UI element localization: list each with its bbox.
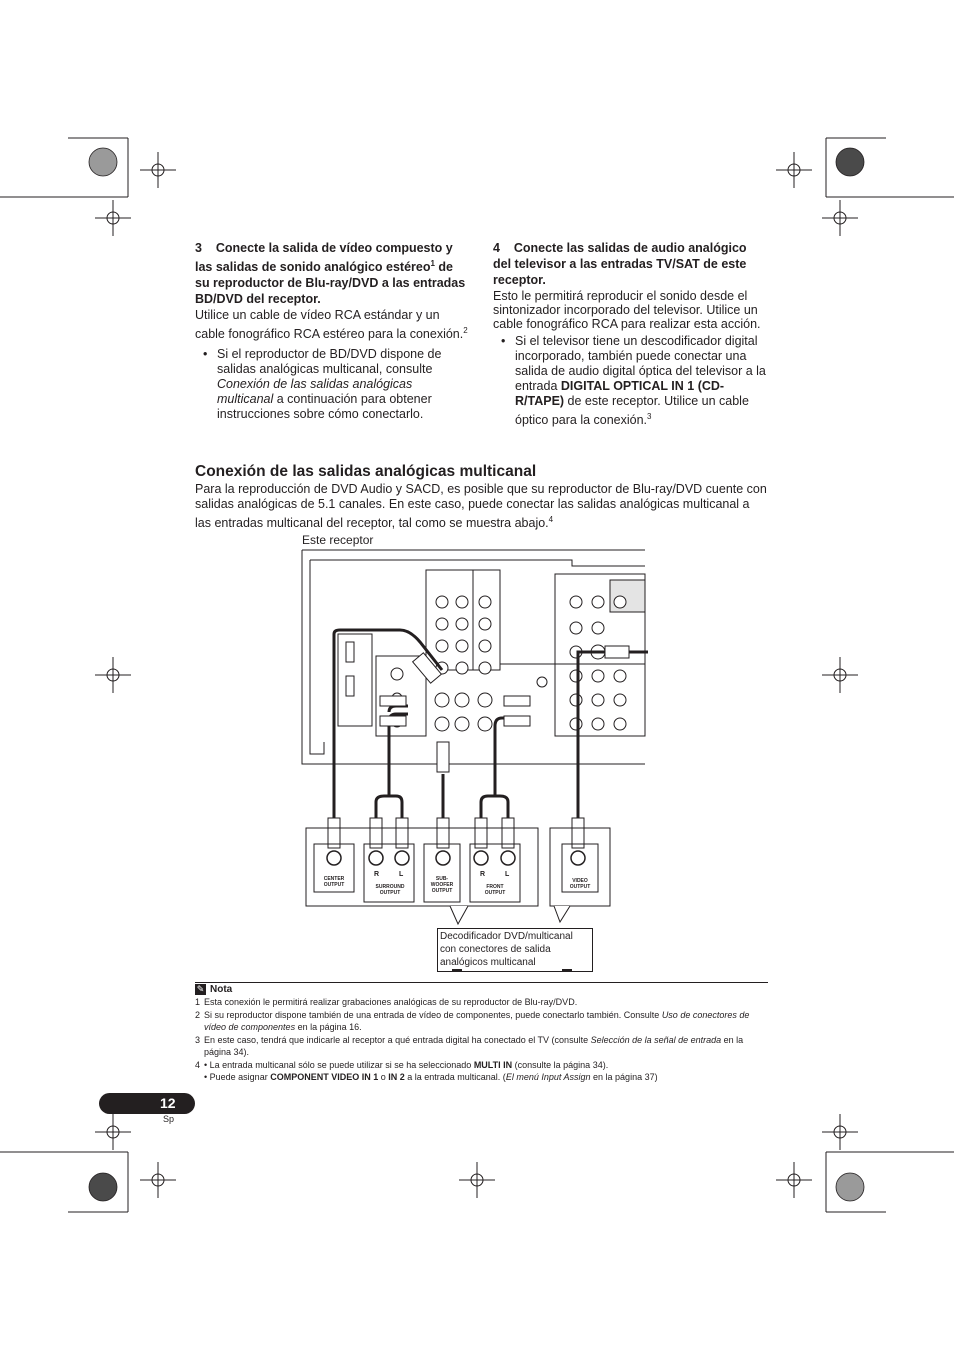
step4-block xyxy=(493,240,768,428)
note-4b-link: El menú Input Assign xyxy=(505,1072,591,1082)
step4-bullet-text-2: de este receptor. Utilice un cable óptico para la conexión. xyxy=(515,394,749,428)
note-2-number: 2 xyxy=(195,1010,201,1020)
note-3-number: 3 xyxy=(195,1035,201,1045)
note-3-text-a: En este caso, tendrá que indicarle al receptor a qué entrada digital ha conectado el TV (consulte xyxy=(204,1035,591,1045)
step3-number: 3 xyxy=(195,241,202,255)
step3-bullet-link: Conexión de las salidas analógicas multicanal xyxy=(217,377,413,407)
section-body-text: Para la reproducción de DVD Audio y SACD, es posible que su reproductor de Blu-ray/DVD cuente con salidas analógicas de 5.1 canales. En este caso, puede conectar las salidas analógicas multicanal a las entradas multicanal del receptor, tal como se muestra abajo. xyxy=(195,482,767,531)
step4-body: Esto le permitirá reproducir el sonido desde el sintonizador incorporado del televisor. Utilice un cable fonográfico RCA para realizar esta acción. xyxy=(493,289,761,331)
video-label: VIDEO xyxy=(572,878,588,884)
step4-bullet-text: Si el televisor tiene un descodificador digital incorporado, también puede conectar una salida de audio digital óptica del televisor a la entrada xyxy=(515,334,766,393)
note-4a-text-a: • La entrada multicanal sólo se puede utilizar si se ha seleccionado xyxy=(204,1060,474,1070)
section-body xyxy=(195,482,767,531)
note-4 xyxy=(195,1059,768,1083)
note-2-link: Uso de conectores de vídeo de componentes xyxy=(204,1010,750,1032)
step3-heading xyxy=(195,240,470,307)
center-output-text: OUTPUT xyxy=(323,882,345,888)
sub-label: SUB- xyxy=(435,876,449,882)
note-pencil-icon: ✎ xyxy=(196,984,205,994)
note-2-text-b: en la página 16. xyxy=(295,1022,362,1032)
front-l-label: L xyxy=(505,871,510,878)
surround-label: SURROUND xyxy=(375,884,405,890)
footnote-ref-1: 1 xyxy=(430,259,435,268)
subwoofer-output-label xyxy=(425,876,459,894)
note-1-text: Esta conexión le permitirá realizar grabaciones analógicas de su reproductor de Blu-ray/DVD. xyxy=(204,997,578,1007)
step3-heading-text: Conecte la salida de vídeo compuesto y las salidas de sonido analógico estéreo xyxy=(195,241,453,275)
connection-diagram xyxy=(300,546,648,926)
page-number: 12 xyxy=(160,1095,176,1111)
page-language: Sp xyxy=(163,1114,175,1124)
notes-rule xyxy=(195,982,768,983)
receiver-label: Este receptor xyxy=(302,533,374,547)
step3-body xyxy=(195,308,470,342)
note-4b-text-mid: o xyxy=(378,1072,389,1082)
decoder-jacks xyxy=(327,851,585,865)
step3-heading-text-2: de su reproductor de Blu-ray/DVD a las entradas BD/DVD del receptor. xyxy=(195,260,466,307)
cable-plugs xyxy=(328,646,629,848)
video-output-text: OUTPUT xyxy=(569,884,591,890)
notes-header xyxy=(195,984,232,995)
step3-bullet-text-2: a continuación para obtener instrucciones sobre cómo conectarlo. xyxy=(217,392,432,422)
note-1-number: 1 xyxy=(195,997,201,1007)
page-number-tab xyxy=(99,1093,195,1114)
footnote-ref-4: 4 xyxy=(548,515,554,524)
front-label: FRONT xyxy=(486,884,504,890)
note-2 xyxy=(195,1009,768,1033)
note-4-number: 4 xyxy=(195,1060,201,1070)
note-4b-bold-1: COMPONENT VIDEO IN 1 xyxy=(270,1072,379,1082)
surround-l-label: L xyxy=(399,871,404,878)
note-4b-bold-2: IN 2 xyxy=(388,1072,405,1082)
step4-bullet-bold: DIGITAL OPTICAL IN 1 (CD-R/TAPE) xyxy=(515,379,725,408)
note-4b-text-a: • Puede asignar xyxy=(204,1072,271,1082)
step3-bullet xyxy=(195,347,470,422)
note-3-text-b: en la página 34). xyxy=(204,1035,744,1057)
step4-bullet xyxy=(493,334,768,428)
notes-title: Nota xyxy=(210,984,233,995)
surround-r-label: R xyxy=(374,871,380,878)
footnote-ref-3: 3 xyxy=(647,412,652,421)
note-4b-text xyxy=(195,1071,768,1083)
note-4b-text-b: a la entrada multicanal. ( xyxy=(404,1072,506,1082)
notes-list xyxy=(195,996,768,1083)
center-output-label xyxy=(316,876,352,888)
footnote-ref-2: 2 xyxy=(463,326,468,336)
step3-body-text: Utilice un cable de vídeo RCA estándar y un cable fonográfico RCA estéreo para la conexión. xyxy=(195,308,464,342)
decoder-caption-text: Decodificador DVD/multicanal con conectores de salida analógicos multicanal xyxy=(440,931,573,968)
note-4a-text xyxy=(195,1059,768,1071)
note-4a-bold: MULTI IN xyxy=(473,1060,513,1070)
section-title: Conexión de las salidas analógicas multicanal xyxy=(195,463,537,480)
surround-output-label xyxy=(366,884,414,896)
video-output-label xyxy=(562,878,598,890)
step4-heading-text: Conecte las salidas de audio analógico del televisor a las entradas TV/SAT de este receptor. xyxy=(493,241,747,287)
decoder-caption xyxy=(437,928,593,972)
step4-number: 4 xyxy=(493,241,500,255)
step3-bullet-text: Si el reproductor de BD/DVD dispone de salidas analógicas multicanal, consulte xyxy=(217,347,442,377)
subwoofer-output-text: OUTPUT xyxy=(431,888,453,894)
note-1 xyxy=(195,996,768,1008)
center-label: CENTER xyxy=(323,876,345,882)
note-4b-text-c: en la página 37) xyxy=(590,1072,658,1082)
step4-heading xyxy=(493,240,768,288)
step3-block xyxy=(195,240,470,422)
front-output-text: OUTPUT xyxy=(484,890,506,896)
front-output-label xyxy=(471,884,519,896)
note-3-text xyxy=(195,1034,768,1058)
note-3-link: Selección de la señal de entrada xyxy=(590,1035,722,1045)
front-r-label: R xyxy=(480,871,486,878)
surround-output-text: OUTPUT xyxy=(379,890,401,896)
note-2-text-a: Si su reproductor dispone también de una entrada de vídeo de componentes, puede conectarlo también. Consulte xyxy=(204,1010,662,1020)
decoder-caption-feet xyxy=(452,969,572,972)
note-2-text xyxy=(195,1009,768,1033)
woofer-label: WOOFER xyxy=(430,882,454,888)
note-3 xyxy=(195,1034,768,1058)
note-4a-text-b: (consulte la página 34). xyxy=(512,1060,609,1070)
